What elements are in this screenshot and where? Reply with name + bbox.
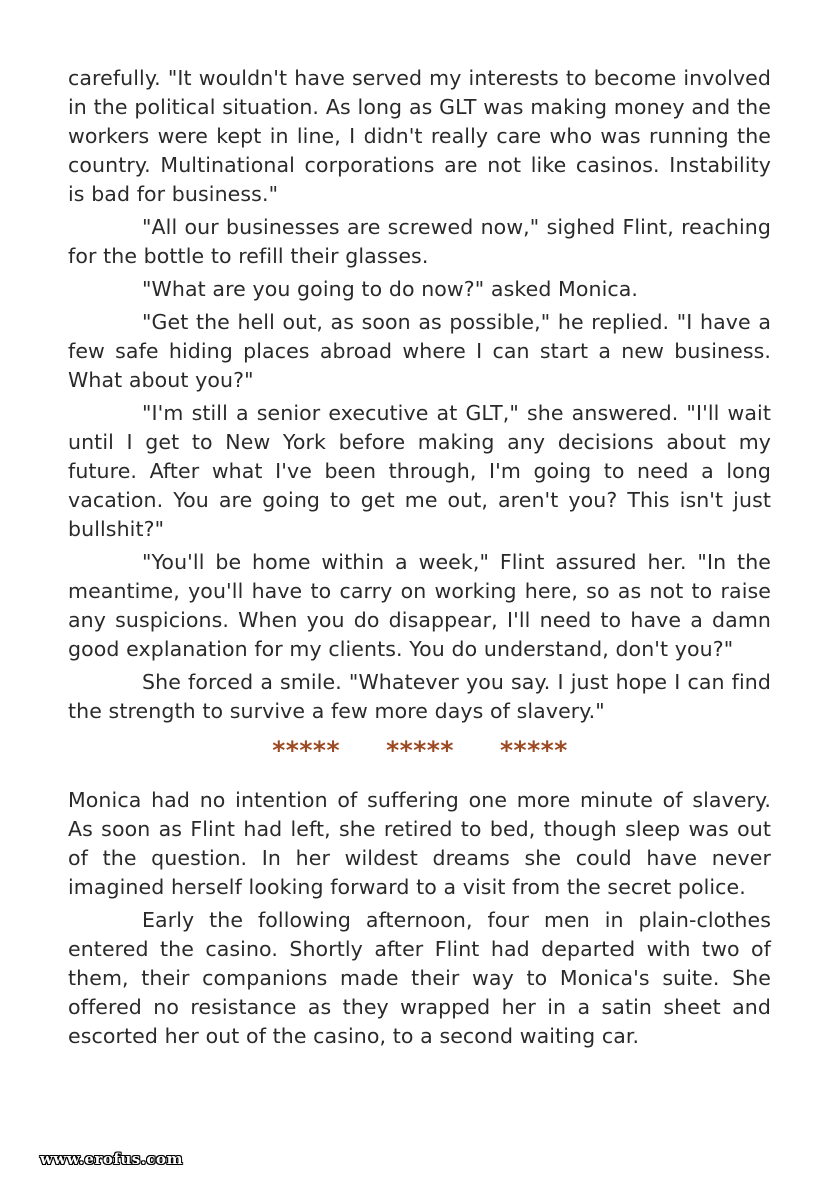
paragraph: Early the following afternoon, four men in plain-clothes entered the casino. Shortly after Flint had departed with two of them, their companions made their way to Monica's suite. She offered no resistance as they wrapped her in a satin sheet and escorted her out of the casino, to a second waiting car.: [68, 908, 771, 1048]
paragraph: "Get the hell out, as soon as possible," he replied. "I have a few safe hiding places abroad where I can start a new business. What about you?": [68, 310, 771, 392]
story-text-bottom: [68, 786, 771, 1051]
site-watermark: www.erofus.com: [40, 1150, 183, 1168]
paragraph: She forced a smile. "Whatever you say. I just hope I can find the strength to survive a few more days of slavery.": [68, 670, 771, 723]
paragraph-continuation: carefully. "It wouldn't have served my interests to become involved in the political situation. As long as GLT was making money and the workers were kept in line, I didn't really care who was running the country. Multinational corporations are not like casinos. Instability is bad for business.": [68, 66, 771, 206]
separator-stars: *****: [386, 736, 454, 765]
paragraph-scene-start: Monica had no intention of suffering one more minute of slavery. As soon as Flint had left, she retired to bed, though sleep was out of the question. In her wildest dreams she could have never imagined herself looking forward to a visit from the secret police.: [68, 788, 771, 899]
separator-stars: *****: [272, 736, 341, 765]
scene-break-separator: [0, 736, 840, 765]
story-text-top: [68, 64, 771, 726]
paragraph: "You'll be home within a week," Flint assured her. "In the meantime, you'll have to carry on working here, so as not to raise any suspicions. When you do disappear, I'll need to have a damn good explanation for my clients. You do understand, don't you?": [68, 550, 771, 661]
paragraph: "What are you going to do now?" asked Monica.: [142, 277, 639, 301]
paragraph: "I'm still a senior executive at GLT," she answered. "I'll wait until I get to New York before making any decisions about my future. After what I've been through, I'm going to need a long vacation. You are going to get me out, aren't you? This isn't just bullshit?": [68, 401, 771, 541]
paragraph: "All our businesses are screwed now," sighed Flint, reaching for the bottle to refill their glasses.: [68, 215, 771, 268]
separator-stars: *****: [499, 736, 568, 765]
